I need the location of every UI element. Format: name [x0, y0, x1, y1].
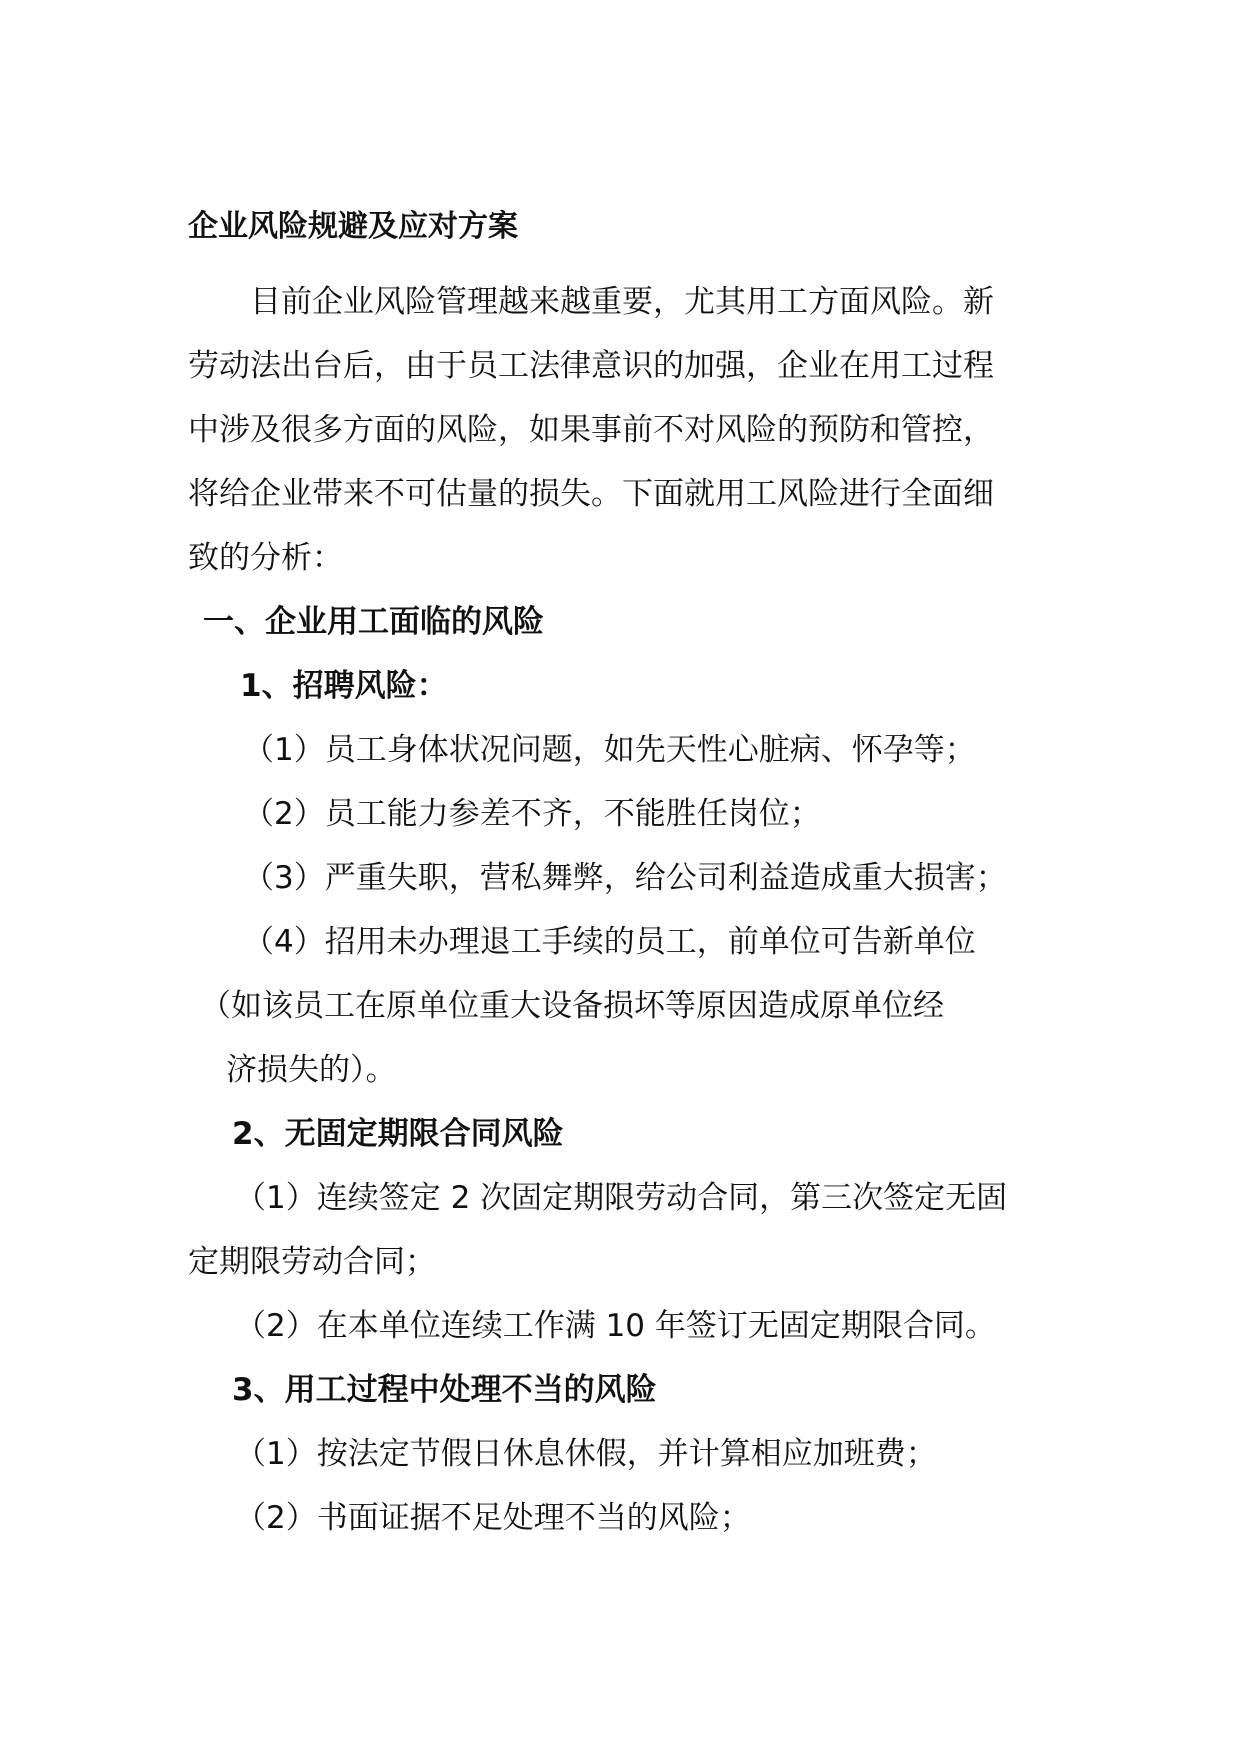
list-item: （1）连续签定 2 次固定期限劳动合同，第三次签定无固: [235, 1180, 1008, 1216]
list-item: （2）书面证据不足处理不当的风险；: [235, 1500, 751, 1536]
list-item: （1）员工身体状况问题，如先天性心脏病、怀孕等；: [243, 732, 976, 768]
subsection-heading-2: 2、无固定期限合同风险: [232, 1116, 564, 1152]
section-heading-1: 一、企业用工面临的风险: [203, 604, 544, 640]
intro-line-2: 劳动法出台后，由于员工法律意识的加强，企业在用工过程: [188, 348, 994, 384]
subsection-heading-1: 1、招聘风险：: [240, 668, 448, 704]
list-item: （4）招用未办理退工手续的员工，前单位可告新单位: [243, 924, 976, 960]
list-item-continuation: 济损失的）。: [226, 1052, 397, 1088]
list-item-continuation: （如该员工在原单位重大设备损坏等原因造成原单位经: [200, 988, 944, 1024]
intro-line-4: 将给企业带来不可估量的损失。下面就用工风险进行全面细: [188, 476, 994, 512]
list-item: （2）在本单位连续工作满 10 年签订无固定期限合同。: [235, 1308, 996, 1344]
intro-line-1: 目前企业风险管理越来越重要，尤其用工方面风险。新: [250, 284, 994, 320]
subsection-heading-3: 3、用工过程中处理不当的风险: [232, 1372, 657, 1408]
list-item-continuation: 定期限劳动合同；: [188, 1244, 436, 1280]
intro-line-3: 中涉及很多方面的风险，如果事前不对风险的预防和管控，: [188, 412, 994, 448]
list-item: （2）员工能力参差不齐，不能胜任岗位；: [243, 796, 821, 832]
document-title: 企业风险规避及应对方案: [188, 209, 518, 244]
intro-line-5: 致的分析：: [188, 540, 343, 576]
list-item: （3）严重失职，营私舞弊，给公司利益造成重大损害；: [243, 860, 1007, 896]
list-item: （1）按法定节假日休息休假，并计算相应加班费；: [235, 1436, 937, 1472]
